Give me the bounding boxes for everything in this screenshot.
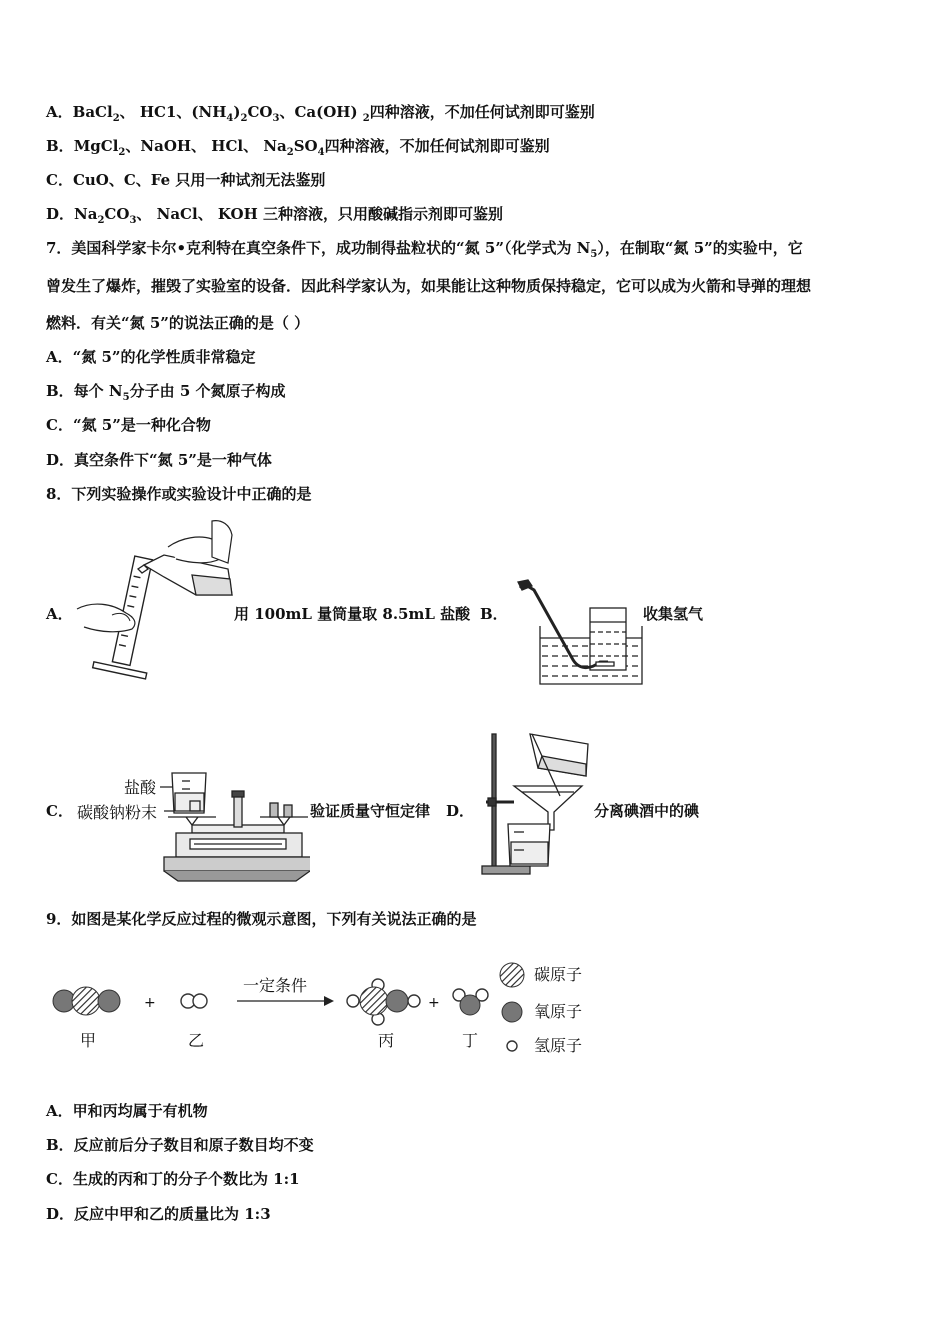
molecule-jia <box>53 987 120 1015</box>
q8-a-letter: A． <box>46 605 73 623</box>
q8-b-text: 收集氢气 <box>643 605 704 623</box>
reaction-diagram <box>40 955 610 1065</box>
q8-b-letter: B． <box>480 605 508 623</box>
legend-carbon-label: 碳原子 <box>534 965 583 984</box>
q8-c-label-acid: 盐酸 <box>124 778 157 797</box>
legend-hydrogen-marker <box>507 1041 517 1051</box>
q8-c-letter: C． <box>46 802 73 820</box>
legend-oxygen-label: 氧原子 <box>534 1002 583 1021</box>
balance-illustration <box>160 765 310 885</box>
measuring-cylinder-illustration <box>72 517 242 687</box>
q7-stem-line2: 曾发生了爆炸，摧毁了实验室的设备．因此科学家认为，如果能让这种物质保持稳定，它可以成为火箭和导弹的理想 <box>46 277 812 295</box>
q6-option-a: A．BaCl$_2$、 HC1、$(NH_4)_2CO_3$、Ca(OH) $_2$四种溶液，不加任何试剂即可鉴别 <box>46 103 595 124</box>
q9-plus-2: + <box>428 995 440 1011</box>
legend-carbon-marker <box>500 963 524 987</box>
legend-oxygen-marker <box>502 1002 522 1022</box>
q9-label-jia: 甲 <box>80 1031 97 1050</box>
legend-hydrogen-label: 氢原子 <box>534 1036 583 1055</box>
q8-stem: 8．下列实验操作或实验设计中正确的是 <box>46 485 312 503</box>
filtration-illustration <box>478 730 598 880</box>
q9-option-c: C．生成的丙和丁的分子个数比为 1:1 <box>46 1170 300 1188</box>
q8-c-label-powder: 碳酸钠粉末 <box>77 803 158 822</box>
q7-option-d: D．真空条件下“氮 5”是一种气体 <box>46 451 272 469</box>
q7-option-b: B．每个 $N_5$分子由 5 个氮原子构成 <box>46 382 286 403</box>
q9-label-yi: 乙 <box>188 1031 205 1050</box>
q9-label-bing: 丙 <box>378 1031 395 1050</box>
q8-d-letter: D． <box>446 802 475 820</box>
q9-stem: 9．如图是某化学反应过程的微观示意图，下列有关说法正确的是 <box>46 910 477 928</box>
q9-condition: 一定条件 <box>243 976 308 995</box>
q6-option-b: B．MgCl$_2$、NaOH、 HCl、 $Na_2SO_4$四种溶液，不加任何试剂即可鉴别 <box>46 137 550 158</box>
q7-option-a: A．“氮 5”的化学性质非常稳定 <box>46 348 256 366</box>
q9-option-b: B．反应前后分子数目和原子数目均不变 <box>46 1136 314 1154</box>
q8-c-text: 验证质量守恒定律 <box>310 802 431 820</box>
q7-option-c: C．“氮 5”是一种化合物 <box>46 416 211 434</box>
q6-option-c: C．CuO、C、Fe 只用一种试剂无法鉴别 <box>46 171 326 189</box>
q7-stem-line1: 7．美国科学家卡尔•克利特在真空条件下，成功制得盐粒状的“氮 5”（化学式为 $N_5$），在制取“氮 5”的实验中，它 <box>46 239 803 260</box>
q6-option-d: D．$Na_2CO_3$、 NaCl、 KOH 三种溶液，只用酸碱指示剂即可鉴别 <box>46 205 504 226</box>
q8-a-text: 用 100mL 量筒量取 8.5mL 盐酸 <box>234 605 471 623</box>
q7-stem-line3: 燃料．有关“氮 5”的说法正确的是（ ） <box>46 314 310 332</box>
q9-option-a: A．甲和丙均属于有机物 <box>46 1102 208 1120</box>
gas-collection-illustration <box>510 578 645 688</box>
q8-d-text: 分离碘酒中的碘 <box>594 802 700 820</box>
q9-label-ding: 丁 <box>462 1031 479 1050</box>
molecule-ding <box>453 989 488 1015</box>
q9-plus-1: + <box>144 995 156 1011</box>
molecule-yi <box>181 994 207 1008</box>
q9-option-d: D．反应中甲和乙的质量比为 1:3 <box>46 1205 271 1223</box>
molecule-bing <box>347 979 420 1025</box>
